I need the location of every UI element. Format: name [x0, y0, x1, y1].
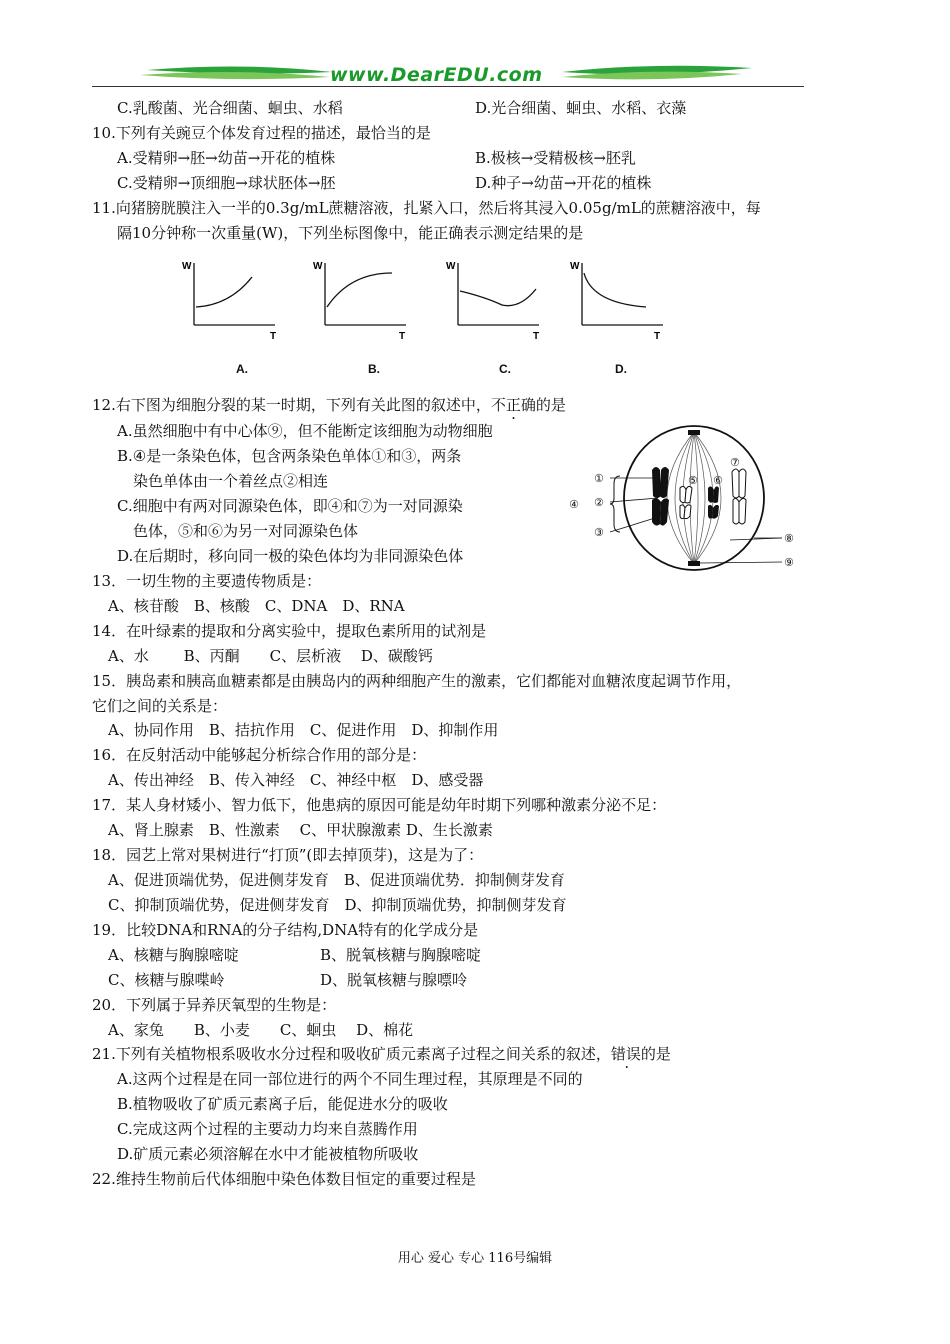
marker-3: ③ — [594, 526, 604, 539]
q10-option-a: A.受精卵→胚→幼苗→开花的植株 — [117, 149, 336, 167]
marker-9: ⑨ — [784, 556, 794, 569]
q12-option-b-1: B.④是一条染色体，包含两条染色单体①和③，两条 — [117, 447, 462, 465]
graph-c-ylabel: W — [446, 261, 456, 272]
marker-4: ④ — [569, 498, 579, 511]
q18-options-cd: C、抑制顶端优势，促进侧芽发育 D、抑制顶端优势，抑制侧芽发育 — [108, 896, 567, 914]
q21-stem — [92, 1044, 671, 1064]
q15-stem-2: 它们之间的关系是： — [92, 697, 228, 715]
graph-d-xlabel: T — [654, 331, 661, 342]
q21-stem-pre: 21.下列有关植物根系吸收水分过程和吸收矿质元素离子过程之间关系的叙述， — [92, 1045, 611, 1063]
graph-c-label: C. — [499, 362, 511, 376]
marker-2: ② — [594, 496, 604, 509]
q14-options: A、水 B、丙酮 C、层析液 D、碳酸钙 — [108, 647, 433, 665]
graph-a-ylabel: W — [182, 261, 192, 272]
q21-emphasis: 错误 — [610, 1045, 641, 1063]
q13-stem: 13．一切生物的主要遗传物质是： — [92, 572, 322, 590]
marker-5: ⑤ — [688, 474, 698, 487]
q17-stem: 17．某人身材矮小、智力低下，他患病的原因可能是幼年时期下列哪种激素分泌不足： — [92, 796, 667, 814]
q19-option-a: A、核糖与胸腺嘧啶 — [108, 946, 239, 964]
cell-division-diagram — [560, 418, 800, 578]
q12-option-c-2: 色体，⑤和⑥为另一对同源染色体 — [133, 522, 359, 540]
q18-stem: 18．园艺上常对果树进行“打顶”(即去掉顶芽)，这是为了： — [92, 846, 484, 864]
q12-emphasis: 不正确 — [490, 396, 536, 414]
graph-a-label: A. — [236, 362, 248, 376]
q21-option-a: A.这两个过程是在同一部位进行的两个不同生理过程，其原理是不同的 — [117, 1070, 583, 1088]
q19-option-b: B、脱氧核糖与胸腺嘧啶 — [320, 946, 482, 964]
graph-d-label: D. — [615, 362, 627, 376]
q11-graphs — [170, 255, 690, 350]
graph-b-xlabel: T — [399, 331, 406, 342]
page-footer: 用心 爱心 专心 116号编辑 — [397, 1251, 553, 1266]
q13-options: A、核苷酸 B、核酸 C、DNA D、RNA — [108, 597, 405, 615]
graph-c — [446, 261, 539, 342]
graph-d-ylabel: W — [570, 261, 580, 272]
q12-stem-pre: 12.右下图为细胞分裂的某一时期，下列有关此图的叙述中， — [92, 396, 491, 414]
q10-option-c: C.受精卵→顶细胞→球状胚体→胚 — [117, 174, 336, 192]
q19-option-c: C、核糖与腺喋岭 — [108, 971, 225, 989]
q21-option-b: B.植物吸收了矿质元素离子后，能促进水分的吸收 — [117, 1095, 448, 1113]
q12-option-b-2: 染色单体由一个着丝点②相连 — [133, 472, 329, 490]
q11-stem-1: 11.向猪膀胱膜注入一半的0.3g/mL蔗糖溶液，扎紧入口，然后将其浸入0.05g/mL的蔗糖溶液中，每 — [92, 199, 761, 217]
q16-stem: 16．在反射活动中能够起分析综合作用的部分是： — [92, 746, 427, 764]
q17-options: A、肾上腺素 B、性激素 C、甲状腺激素 D、生长激素 — [108, 821, 493, 839]
marker-7: ⑦ — [730, 456, 740, 469]
q10-option-d: D.种子→幼苗→开花的植株 — [475, 174, 652, 192]
marker-8: ⑧ — [784, 532, 794, 545]
q12-stem — [92, 395, 566, 415]
graph-c-xlabel: T — [533, 331, 540, 342]
graph-a-xlabel: T — [270, 331, 277, 342]
q14-stem: 14．在叶绿素的提取和分离实验中，提取色素所用的试剂是 — [92, 622, 487, 640]
header-site: www.DearEDU.com — [330, 64, 543, 86]
header-rule — [92, 86, 804, 87]
graph-b-ylabel: W — [313, 261, 323, 272]
q12-option-a: A.虽然细胞中有中心体⑨，但不能断定该细胞为动物细胞 — [117, 422, 493, 440]
q16-options: A、传出神经 B、传入神经 C、神经中枢 D、感受器 — [108, 771, 484, 789]
q10-option-b: B.极核→受精极核→胚乳 — [475, 149, 636, 167]
marker-1: ① — [594, 472, 604, 485]
marker-6: ⑥ — [713, 474, 723, 487]
q18-options-ab: A、促进顶端优势，促进侧芽发育 B、促进顶端优势．抑制侧芽发育 — [108, 871, 565, 889]
q19-option-d: D、脱氧核糖与腺嘌呤 — [320, 971, 468, 989]
q21-stem-post: 的是 — [640, 1045, 671, 1063]
graph-b-label: B. — [368, 362, 380, 376]
q22-stem: 22.维持生物前后代体细胞中染色体数目恒定的重要过程是 — [92, 1170, 476, 1188]
q10-stem: 10.下列有关豌豆个体发育过程的描述，最恰当的是 — [92, 124, 431, 142]
graph-b — [313, 261, 406, 342]
q20-stem: 20．下列属于异养厌氧型的生物是： — [92, 996, 337, 1014]
q12-option-d: D.在后期时，移向同一极的染色体均为非同源染色体 — [117, 547, 464, 565]
q9-option-c: C.乳酸菌、光合细菌、蛔虫、水稻 — [117, 99, 343, 117]
q21-option-c: C.完成这两个过程的主要动力均来自蒸腾作用 — [117, 1120, 418, 1138]
q15-options: A、协同作用 B、拮抗作用 C、促进作用 D、抑制作用 — [108, 721, 499, 739]
graph-d — [570, 261, 663, 342]
q11-stem-2: 隔10分钟称一次重量(W)，下列坐标图像中，能正确表示测定结果的是 — [117, 224, 584, 242]
q12-stem-post: 的是 — [535, 396, 566, 414]
q9-option-d: D.光合细菌、蛔虫、水稻、衣藻 — [475, 99, 687, 117]
q21-option-d: D.矿质元素必须溶解在水中才能被植物所吸收 — [117, 1145, 419, 1163]
q15-stem-1: 15．胰岛素和胰高血糖素都是由胰岛内的两种细胞产生的激素，它们都能对血糖浓度起调节作用， — [92, 672, 742, 690]
q12-option-c-1: C.细胞中有两对同源染色体，即④和⑦为一对同源染 — [117, 497, 463, 515]
graph-a — [182, 261, 276, 342]
q20-options: A、家兔 B、小麦 C、蛔虫 D、棉花 — [108, 1021, 414, 1039]
q19-stem: 19．比较DNA和RNA的分子结构,DNA特有的化学成分是 — [92, 921, 479, 939]
